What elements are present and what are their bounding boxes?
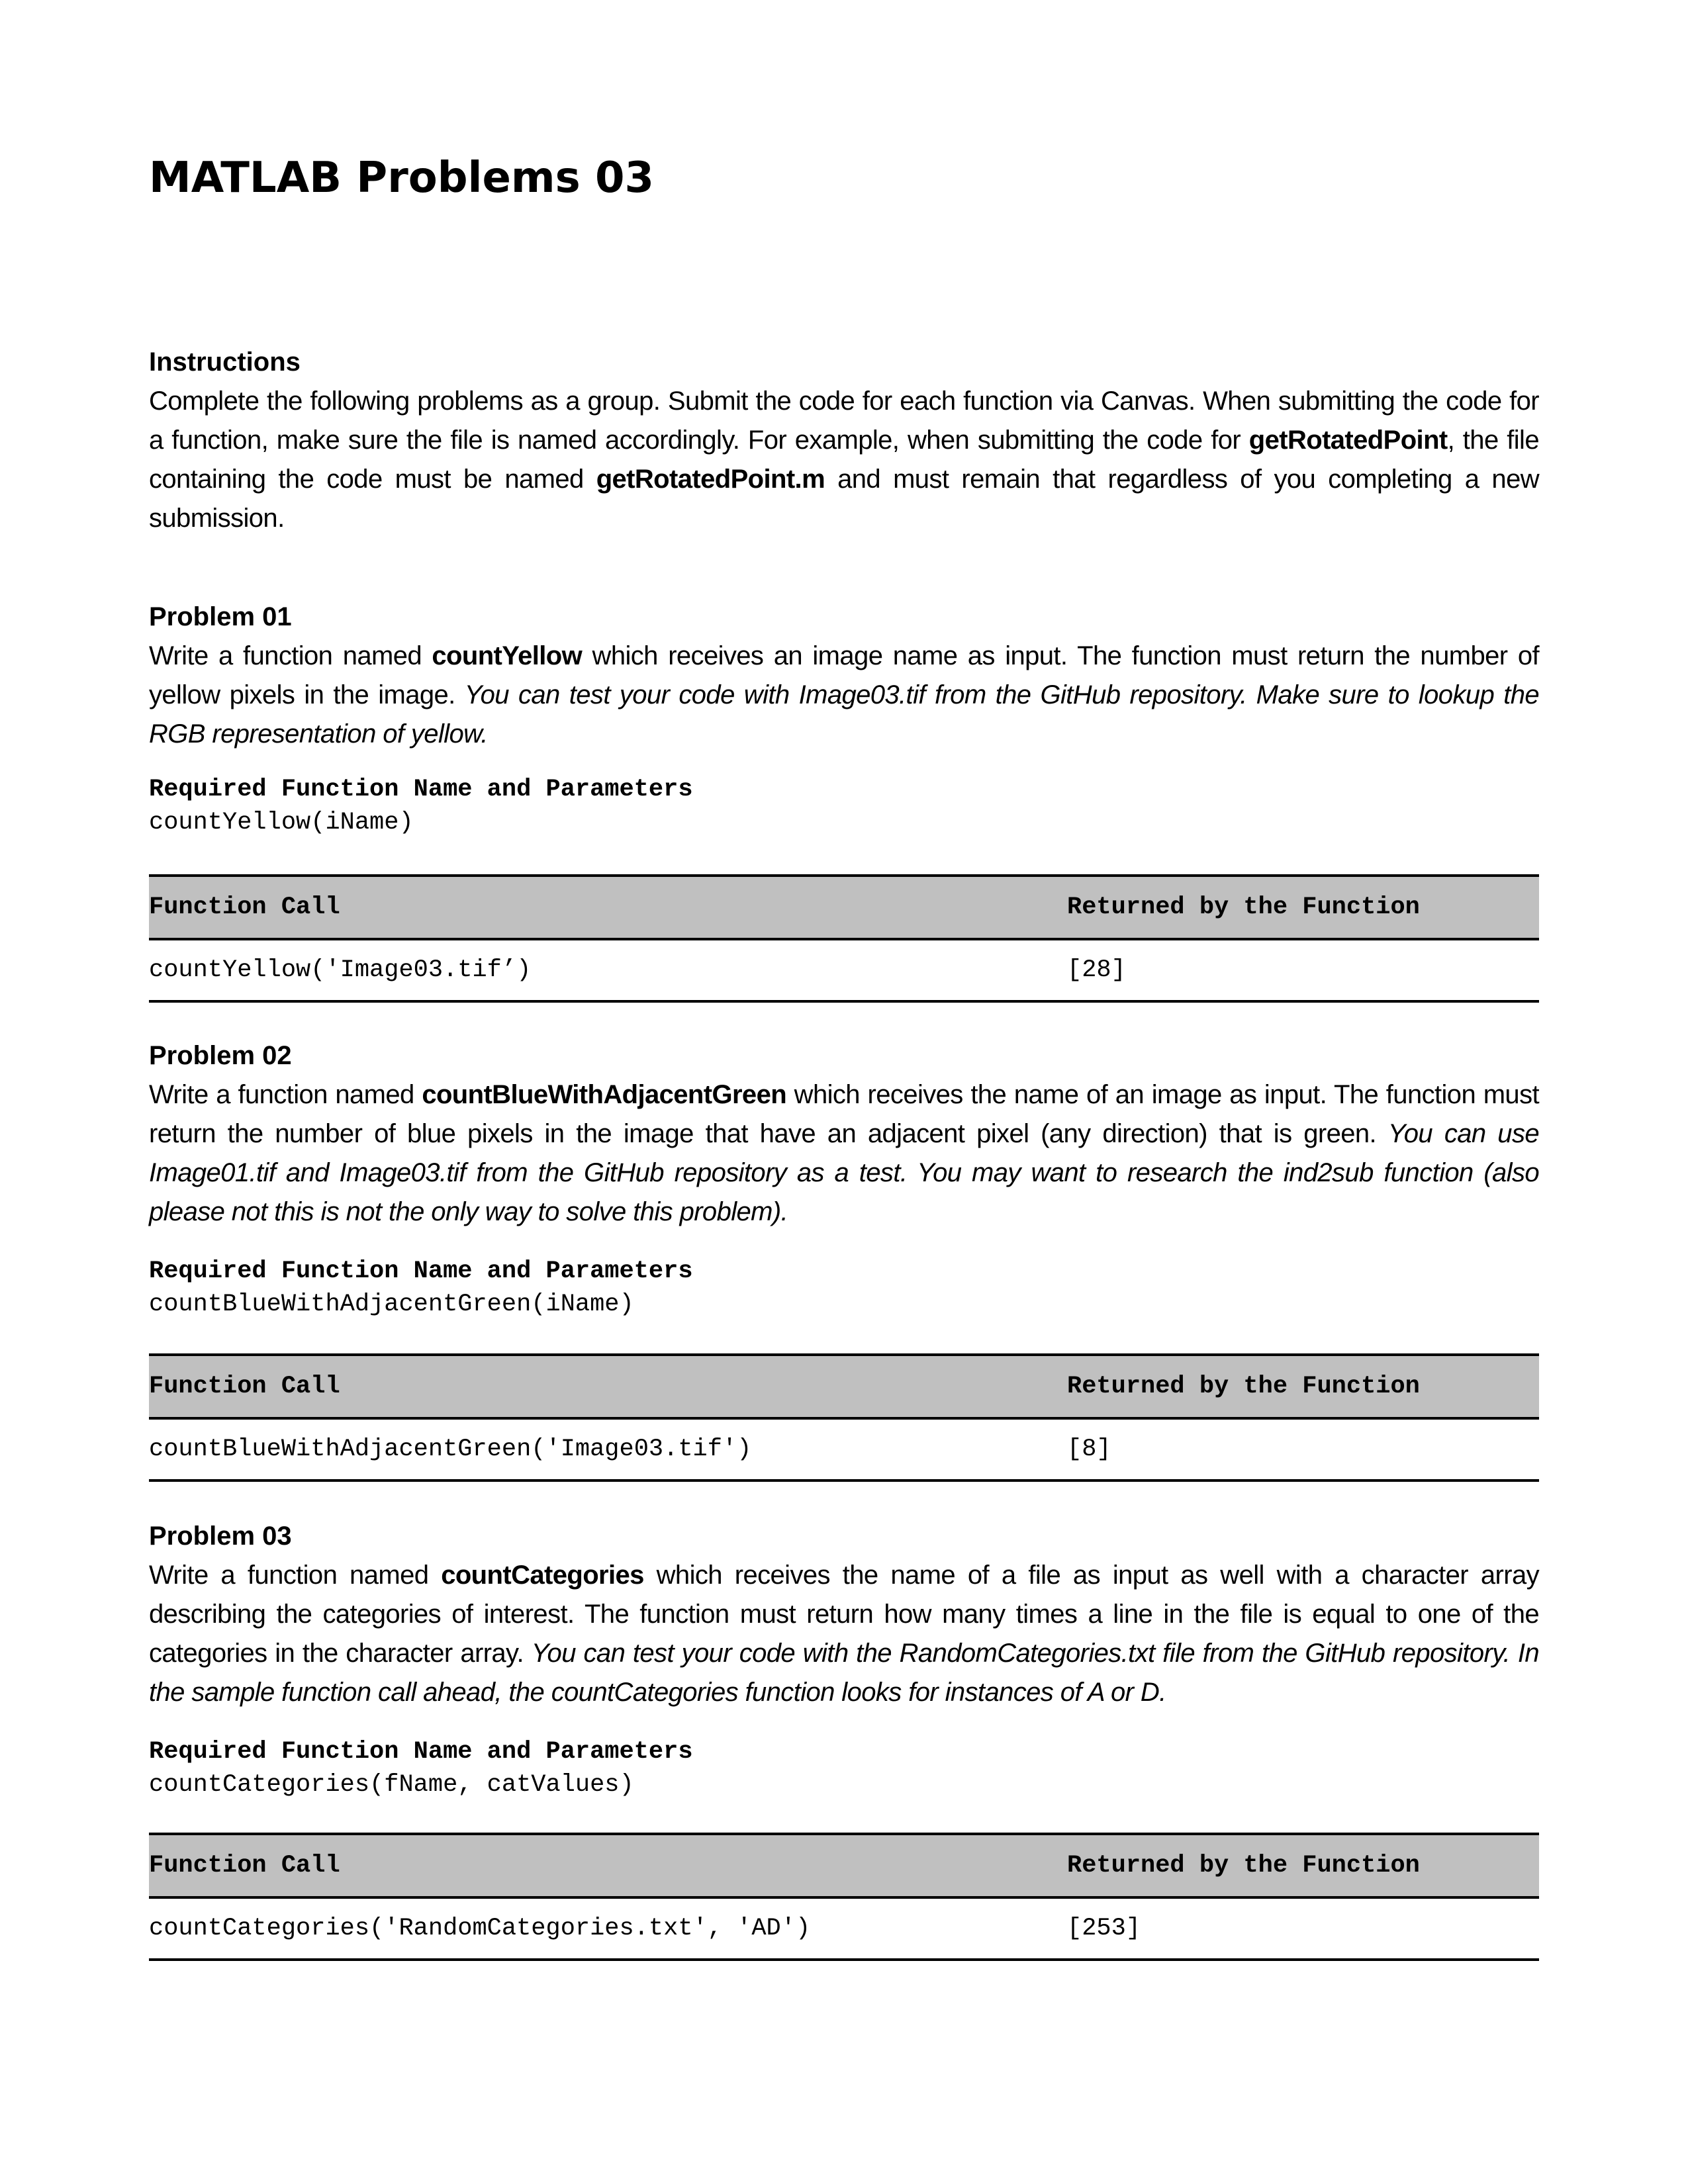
text: Complete the following problems as a group. Submit the code for each function via Canvas. When submitting the code for a function, make sure the file is named accordingly. For example, when submitting the code for <box>149 387 1539 455</box>
cell-call: countYellow('Image03.tif’) <box>149 956 532 984</box>
italic-note: You can test your code with Image03.tif from the GitHub repository. Make sure to lookup the RGB representation of yellow. <box>149 680 1540 749</box>
problem-heading: Problem 03 <box>149 1522 292 1551</box>
text: and must remain that regardless of you completing a new submission. <box>149 465 1540 533</box>
cell-call: countCategories('RandomCategories.txt', 'AD') <box>149 1915 811 1942</box>
header-returned: Returned by the Function <box>1067 1373 1420 1400</box>
function-name: countYellow <box>432 641 583 670</box>
required-block <box>149 1735 1539 1801</box>
function-signature: countYellow(iName) <box>149 809 414 837</box>
required-label: Required Function Name and Parameters <box>149 776 693 803</box>
required-label: Required Function Name and Parameters <box>149 1257 693 1285</box>
function-name: countBlueWithAdjacentGreen <box>422 1080 787 1109</box>
problem-description <box>149 1075 1539 1232</box>
instructions-section <box>149 343 1539 538</box>
required-block <box>149 773 1539 839</box>
example-table <box>149 1353 1539 1482</box>
page-title: MATLAB Problems 03 <box>149 154 654 203</box>
required-block <box>149 1255 1539 1321</box>
problem-heading: Problem 01 <box>149 602 292 631</box>
problem-02 <box>149 1036 1539 1232</box>
table-row <box>149 1420 1539 1482</box>
instructions-heading: Instructions <box>149 347 301 377</box>
text: which receives the name of a file as input as well with a character array describing the categories of interest. The function must return how many times a line in the file is equal to one of the categories in the character array. <box>149 1561 1539 1668</box>
text: which receives the name of an image as input. The function must return the number of blue pixels in the image that have an adjacent pixel (any direction) that is green. <box>149 1080 1539 1148</box>
text: , the file containing the code must be named <box>149 426 1539 494</box>
italic-note: You can use Image01.tif and Image03.tif from the GitHub repository as a test. You may want to research the ind2sub function (also please not this is not the only way to solve this problem). <box>149 1119 1540 1226</box>
cell-call: countBlueWithAdjacentGreen('Image03.tif') <box>149 1435 752 1463</box>
example-table <box>149 1833 1539 1961</box>
required-label: Required Function Name and Parameters <box>149 1738 693 1766</box>
problem-description <box>149 637 1539 754</box>
table-header <box>149 1833 1539 1899</box>
bold-text: getRotatedPoint <box>1248 426 1448 455</box>
problem-description <box>149 1556 1539 1712</box>
problem-03 <box>149 1517 1539 1712</box>
table-header <box>149 1353 1539 1420</box>
instructions-text <box>149 382 1539 538</box>
cell-returned: [28] <box>1067 956 1126 984</box>
header-call: Function Call <box>149 893 340 921</box>
text: which receives an image name as input. The function must return the number of yellow pixels in the image. <box>149 641 1539 709</box>
table-row <box>149 940 1539 1003</box>
header-returned: Returned by the Function <box>1067 1852 1420 1880</box>
text: Write a function named <box>149 1561 442 1590</box>
function-signature: countCategories(fName, catValues) <box>149 1771 634 1799</box>
text: Write a function named <box>149 1080 422 1109</box>
table-header <box>149 874 1539 940</box>
header-call: Function Call <box>149 1852 340 1880</box>
text: Write a function named <box>149 641 432 670</box>
table-row <box>149 1899 1539 1961</box>
bold-text: getRotatedPoint.m <box>596 465 825 494</box>
cell-returned: [8] <box>1067 1435 1111 1463</box>
example-table <box>149 874 1539 1003</box>
italic-note: You can test your code with the RandomCategories.txt file from the GitHub repository. In the sample function call ahead, the countCategories function looks for instances of A or D. <box>149 1639 1539 1707</box>
function-name: countCategories <box>441 1561 644 1590</box>
cell-returned: [253] <box>1067 1915 1141 1942</box>
function-signature: countBlueWithAdjacentGreen(iName) <box>149 1291 634 1318</box>
header-returned: Returned by the Function <box>1067 893 1420 921</box>
header-call: Function Call <box>149 1373 340 1400</box>
problem-01 <box>149 598 1539 754</box>
problem-heading: Problem 02 <box>149 1041 292 1070</box>
